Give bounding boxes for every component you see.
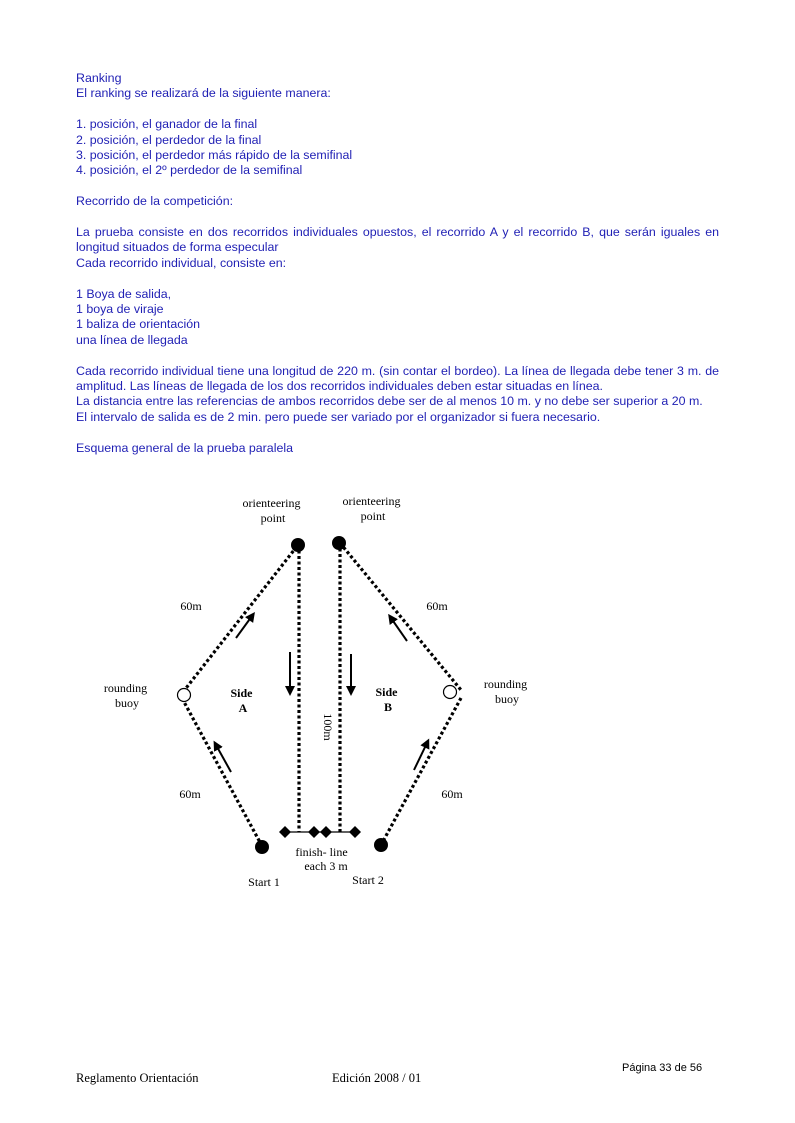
interval-paragraph: El intervalo de salida es de 2 min. pero puede ser variado por el organizador si fuera necesario. xyxy=(76,409,601,424)
right-buoy-label-line: rounding xyxy=(483,677,528,691)
left-buoy-label-line: rounding xyxy=(103,681,148,695)
course-item: 1 boya de viraje xyxy=(76,302,164,317)
course-consists: Cada recorrido individual, consiste en: xyxy=(76,255,287,270)
finish-line-label xyxy=(295,845,350,873)
left-upper-distance-label: 60m xyxy=(180,599,202,613)
left-lower-course-line xyxy=(183,700,262,846)
right-lower-distance-label: 60m xyxy=(441,787,463,801)
right-buoy-label-line: buoy xyxy=(495,692,519,706)
arrow-icon xyxy=(236,616,252,638)
left-point-label-line: orienteering xyxy=(242,496,301,510)
ranking-item: 1. posición, el ganador de la final xyxy=(76,117,258,132)
right-rounding-buoy xyxy=(444,686,457,699)
left-lower-distance-label: 60m xyxy=(179,787,201,801)
finish-marker xyxy=(279,826,291,838)
start-1-buoy xyxy=(255,840,269,854)
ranking-intro: El ranking se realizará de la siguiente manera: xyxy=(76,86,331,101)
side-b-label-line: Side xyxy=(375,685,398,699)
center-distance-label: 100m xyxy=(321,713,335,741)
left-rounding-buoy xyxy=(178,689,191,702)
arrow-icon xyxy=(414,743,427,770)
course-heading: Recorrido de la competición: xyxy=(76,194,234,209)
start-1-label: Start 1 xyxy=(248,875,280,889)
ranking-heading: Ranking xyxy=(76,71,122,85)
ranking-item: 4. posición, el 2º perdedor de la semifinal xyxy=(76,163,303,178)
footer-edition: Edición 2008 / 01 xyxy=(332,1071,422,1085)
right-upper-distance-label: 60m xyxy=(426,599,448,613)
right-lower-course-line xyxy=(381,698,461,845)
distance-paragraph: La distancia entre las referencias de ambos recorridos debe ser de al menos 10 m. y no debe ser superior a 20 m. xyxy=(76,394,703,409)
finish-marker xyxy=(349,826,361,838)
footer-document-title: Reglamento Orientación xyxy=(76,1071,199,1085)
ranking-item: 2. posición, el perdedor de la final xyxy=(76,132,262,147)
ranking-item: 3. posición, el perdedor más rápido de la semifinal xyxy=(76,148,353,163)
finish-marker xyxy=(320,826,332,838)
right-orienteering-point xyxy=(332,536,346,550)
course-item: 1 baliza de orientación xyxy=(76,317,200,332)
start-2-buoy xyxy=(374,838,388,852)
start-2-label: Start 2 xyxy=(352,873,384,887)
side-b-label xyxy=(375,685,400,714)
right-upper-course-line xyxy=(340,543,461,690)
finish-marker xyxy=(308,826,320,838)
left-point-label xyxy=(243,496,304,525)
finish-line-label-line: finish- line xyxy=(295,845,348,859)
side-a-label-line: A xyxy=(238,701,248,715)
side-a-label-line: Side xyxy=(230,686,253,700)
side-a-label xyxy=(230,686,255,715)
right-point-label-line: orienteering xyxy=(342,494,401,508)
left-upper-course-line xyxy=(183,545,298,692)
course-item: una línea de llegada xyxy=(76,332,188,347)
left-point-label-line: point xyxy=(260,511,286,525)
footer-page-number: Página 33 de 56 xyxy=(622,1062,703,1074)
length-paragraph: Cada recorrido individual tiene una longitud de 220 m. (sin contar el bordeo). La línea de llegada debe tener 3 m. de amplitud. Las líneas de llegada de los dos recorridos individuales deben estar situadas en línea. xyxy=(76,363,719,394)
course-paragraph: La prueba consiste en dos recorridos individuales opuestos, el recorrido A y el recorrido B, que serán iguales en longitud situados de forma especular xyxy=(76,225,719,255)
finish-line-label-line: each 3 m xyxy=(304,859,348,873)
right-buoy-label xyxy=(484,677,530,706)
left-buoy-label xyxy=(104,681,150,710)
left-buoy-label-line: buoy xyxy=(115,696,139,710)
side-b-label-line: B xyxy=(383,700,393,714)
diagram-heading: Esquema general de la prueba paralela xyxy=(76,440,293,455)
right-point-label-line: point xyxy=(360,509,386,523)
course-item: 1 Boya de salida, xyxy=(76,286,172,301)
right-point-label xyxy=(343,494,404,523)
left-orienteering-point xyxy=(291,538,305,552)
